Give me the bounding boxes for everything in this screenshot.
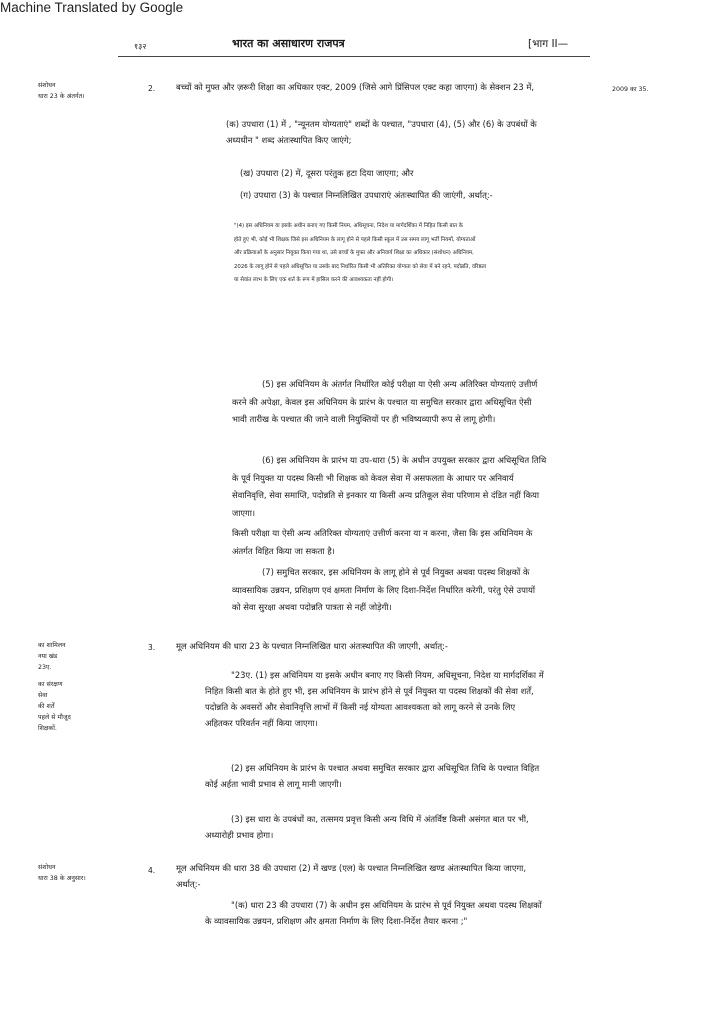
section-23a-subsection-3: (3) इस धारा के उपबंधों का, तत्समय प्रवृत्त किसी अन्य विधि में अंतर्विष्ट किसी असंगत बात पर भी, अध्यारोही प्रभाव होगा। <box>205 814 529 840</box>
subsection-5-text: (5) इस अधिनियम के अंतर्गत निर्धारित कोई परीक्षा या ऐसी अन्य अतिरिक्त योग्यताएं उत्तीर्ण करने की अपेक्षा, केवल इस अधिनियम के प्रारंभ के पश्चात या समुचित सरकार द्वारा अधिसूचित ऐसी भावी तारीख के पश्चात की जाने वाली नियुक्तियों पर ही भविष्यव्यापी रूप से लागू होगी। <box>232 379 538 424</box>
subsection-6-text: (6) इस अधिनियम के प्रारंभ या उप-धारा (5) के अधीन उपयुक्त सरकार द्वारा अधिसूचित तिथि के पूर्व नियुक्त या पदस्थ किसी भी शिक्षक को केवल सेवा में असफलता के आधार पर अनिवार्य सेवानिवृत्ति, सेवा समाप्ति, पदोन्नति से इनकार या किसी अन्य प्रतिकूल सेवा परिणाम से दंडित नहीं किया जाएगा। <box>232 455 547 518</box>
clause-c: (ग) उपधारा (3) के पश्चात निम्नलिखित उपधाराएं अंतःस्थापित की जाएंगी, अर्थात्:- <box>240 190 493 200</box>
clause-b: (ख) उपधारा (2) में, दूसरा परंतुक हटा दिया जाएगा; और <box>240 168 414 178</box>
section-4-new-clause: "(क) धारा 23 की उपधारा (7) के अधीन इस अधिनियम के प्रारंभ से पूर्व नियुक्त अथवा पदस्थ शिक्षकों के व्यावसायिक उन्नयन, प्रशिक्षण और क्षमता निर्माण के लिए दिशा-निर्देश तैयार करना ;" <box>205 900 542 926</box>
section-4-number: 4. <box>148 866 156 875</box>
section-3-intro: मूल अधिनियम की धारा 23 के पश्चात निम्नलिखित धारा अंतःस्थापित की जाएगी, अर्थात्:- <box>176 641 448 651</box>
section-4-intro: मूल अधिनियम की धारा 38 की उपधारा (2) में खण्ड (एल) के पश्चात निम्नलिखित खण्ड अंतःस्थापित किया जाएगा, अर्थात्:- <box>176 863 527 889</box>
margin-note-section-4: संशोधन धारा 38 के अनुसार। <box>38 864 86 882</box>
subsection-4-text: "(4) इस अधिनियम या इसके अधीन बनाए गए किसी नियम, अधिसूचना, निदेश या मार्गदर्शिका में निहित किसी बात के होते हुए भी, कोई भी शिक्षक जिसे इस अधिनियम के लागू होने से पहले किसी स्कूल में उस समय लागू भर्ती नियमों, योग्यताओं और प्रक्रियाओं के अनुसार नियुक्त किया गया था, उसे बच्चों के मुफ्त और अनिवार्य शिक्षा का अधिकार (संशोधन) अधिनियम, 2026 के लागू होने से पहले अधिसूचित या उसके बाद निर्धारित किसी भी अतिरिक्त योग्यता को सेवा में बने रहने, पदोन्नति, वरिष्ठता या सेवांत लाभ के लिए एक शर्त के रूप में हासिल करने की आवश्यकता नहीं होगी। <box>234 223 487 283</box>
section-2-number: 2. <box>148 84 156 93</box>
machine-translation-banner: Machine Translated by Google <box>0 0 184 15</box>
subsection-6-continuation: किसी परीक्षा या ऐसी अन्य अतिरिक्त योग्यताएं उत्तीर्ण करना या न करना, जैसा कि इस अधिनियम के अंतर्गत विहित किया जा सकता है। <box>232 528 533 556</box>
section-23a-subsection-2: (2) इस अधिनियम के प्रारंभ के पश्चात अथवा समुचित सरकार द्वारा अधिसूचित तिथि के पश्चात विहित कोई अर्हता भावी प्रभाव से लागू मानी जाएगी। <box>205 763 540 789</box>
margin-note-section-3: का शामिलन नया खंड 23ए. का संरक्षण सेवा की शर्तें पहले से मौजूद शिक्षकों. <box>38 642 71 732</box>
margin-note-section-2: संशोधन धारा 23 के अंतर्गत। <box>38 82 85 100</box>
section-3-number: 3. <box>148 643 156 652</box>
header-rule <box>118 56 590 57</box>
right-note-act-reference: 2009 का 35. <box>612 86 649 93</box>
page-number: १३२ <box>134 42 147 51</box>
section-23a-subsection-1: "23ए. (1) इस अधिनियम या इसके अधीन बनाए गए किसी नियम, अधिसूचना, निदेश या मार्गदर्शिका में निहित किसी बात के होते हुए भी, इस अधिनियम के प्रारंभ होने से पूर्व नियुक्त या पदस्थ शिक्षकों की सेवा शर्तें, पदोन्नति के अवसरों और सेवानिवृत्ति लाभों में किसी नई योग्यता आवश्यकता को लागू करने से उनके लिए अहितकर परिवर्तन नहीं किया जाएगा। <box>205 670 544 728</box>
part-label: [भाग II— <box>528 38 569 50</box>
clause-a: (क) उपधारा (1) में , "न्यूनतम योग्यताएं" शब्दों के पश्चात, "उपधारा (4), (5) और (6) के उपबंधों के अध्यधीन " शब्द अंतःस्थापित किए जाएंगे; <box>226 119 537 145</box>
subsection-7-text: (7) समुचित सरकार, इस अधिनियम के लागू होने से पूर्व नियुक्त अथवा पदस्थ शिक्षकों के व्यावसायिक उन्नयन, प्रशिक्षण एवं क्षमता निर्माण के लिए दिशा-निर्देश निर्धारित करेगी, परंतु ऐसे उपायों को सेवा सुरक्षा अथवा पदोन्नति पात्रता से नहीं जोड़ेगी। <box>232 567 536 612</box>
section-2-intro: बच्चों को मुफ्त और ज़रूरी शिक्षा का अधिकार एक्ट, 2009 (जिसे आगे प्रिंसिपल एक्ट कहा जाएगा) के सेक्शन 23 में, <box>176 82 535 92</box>
gazette-title: भारत का असाधारण राजपत्र <box>232 37 345 50</box>
